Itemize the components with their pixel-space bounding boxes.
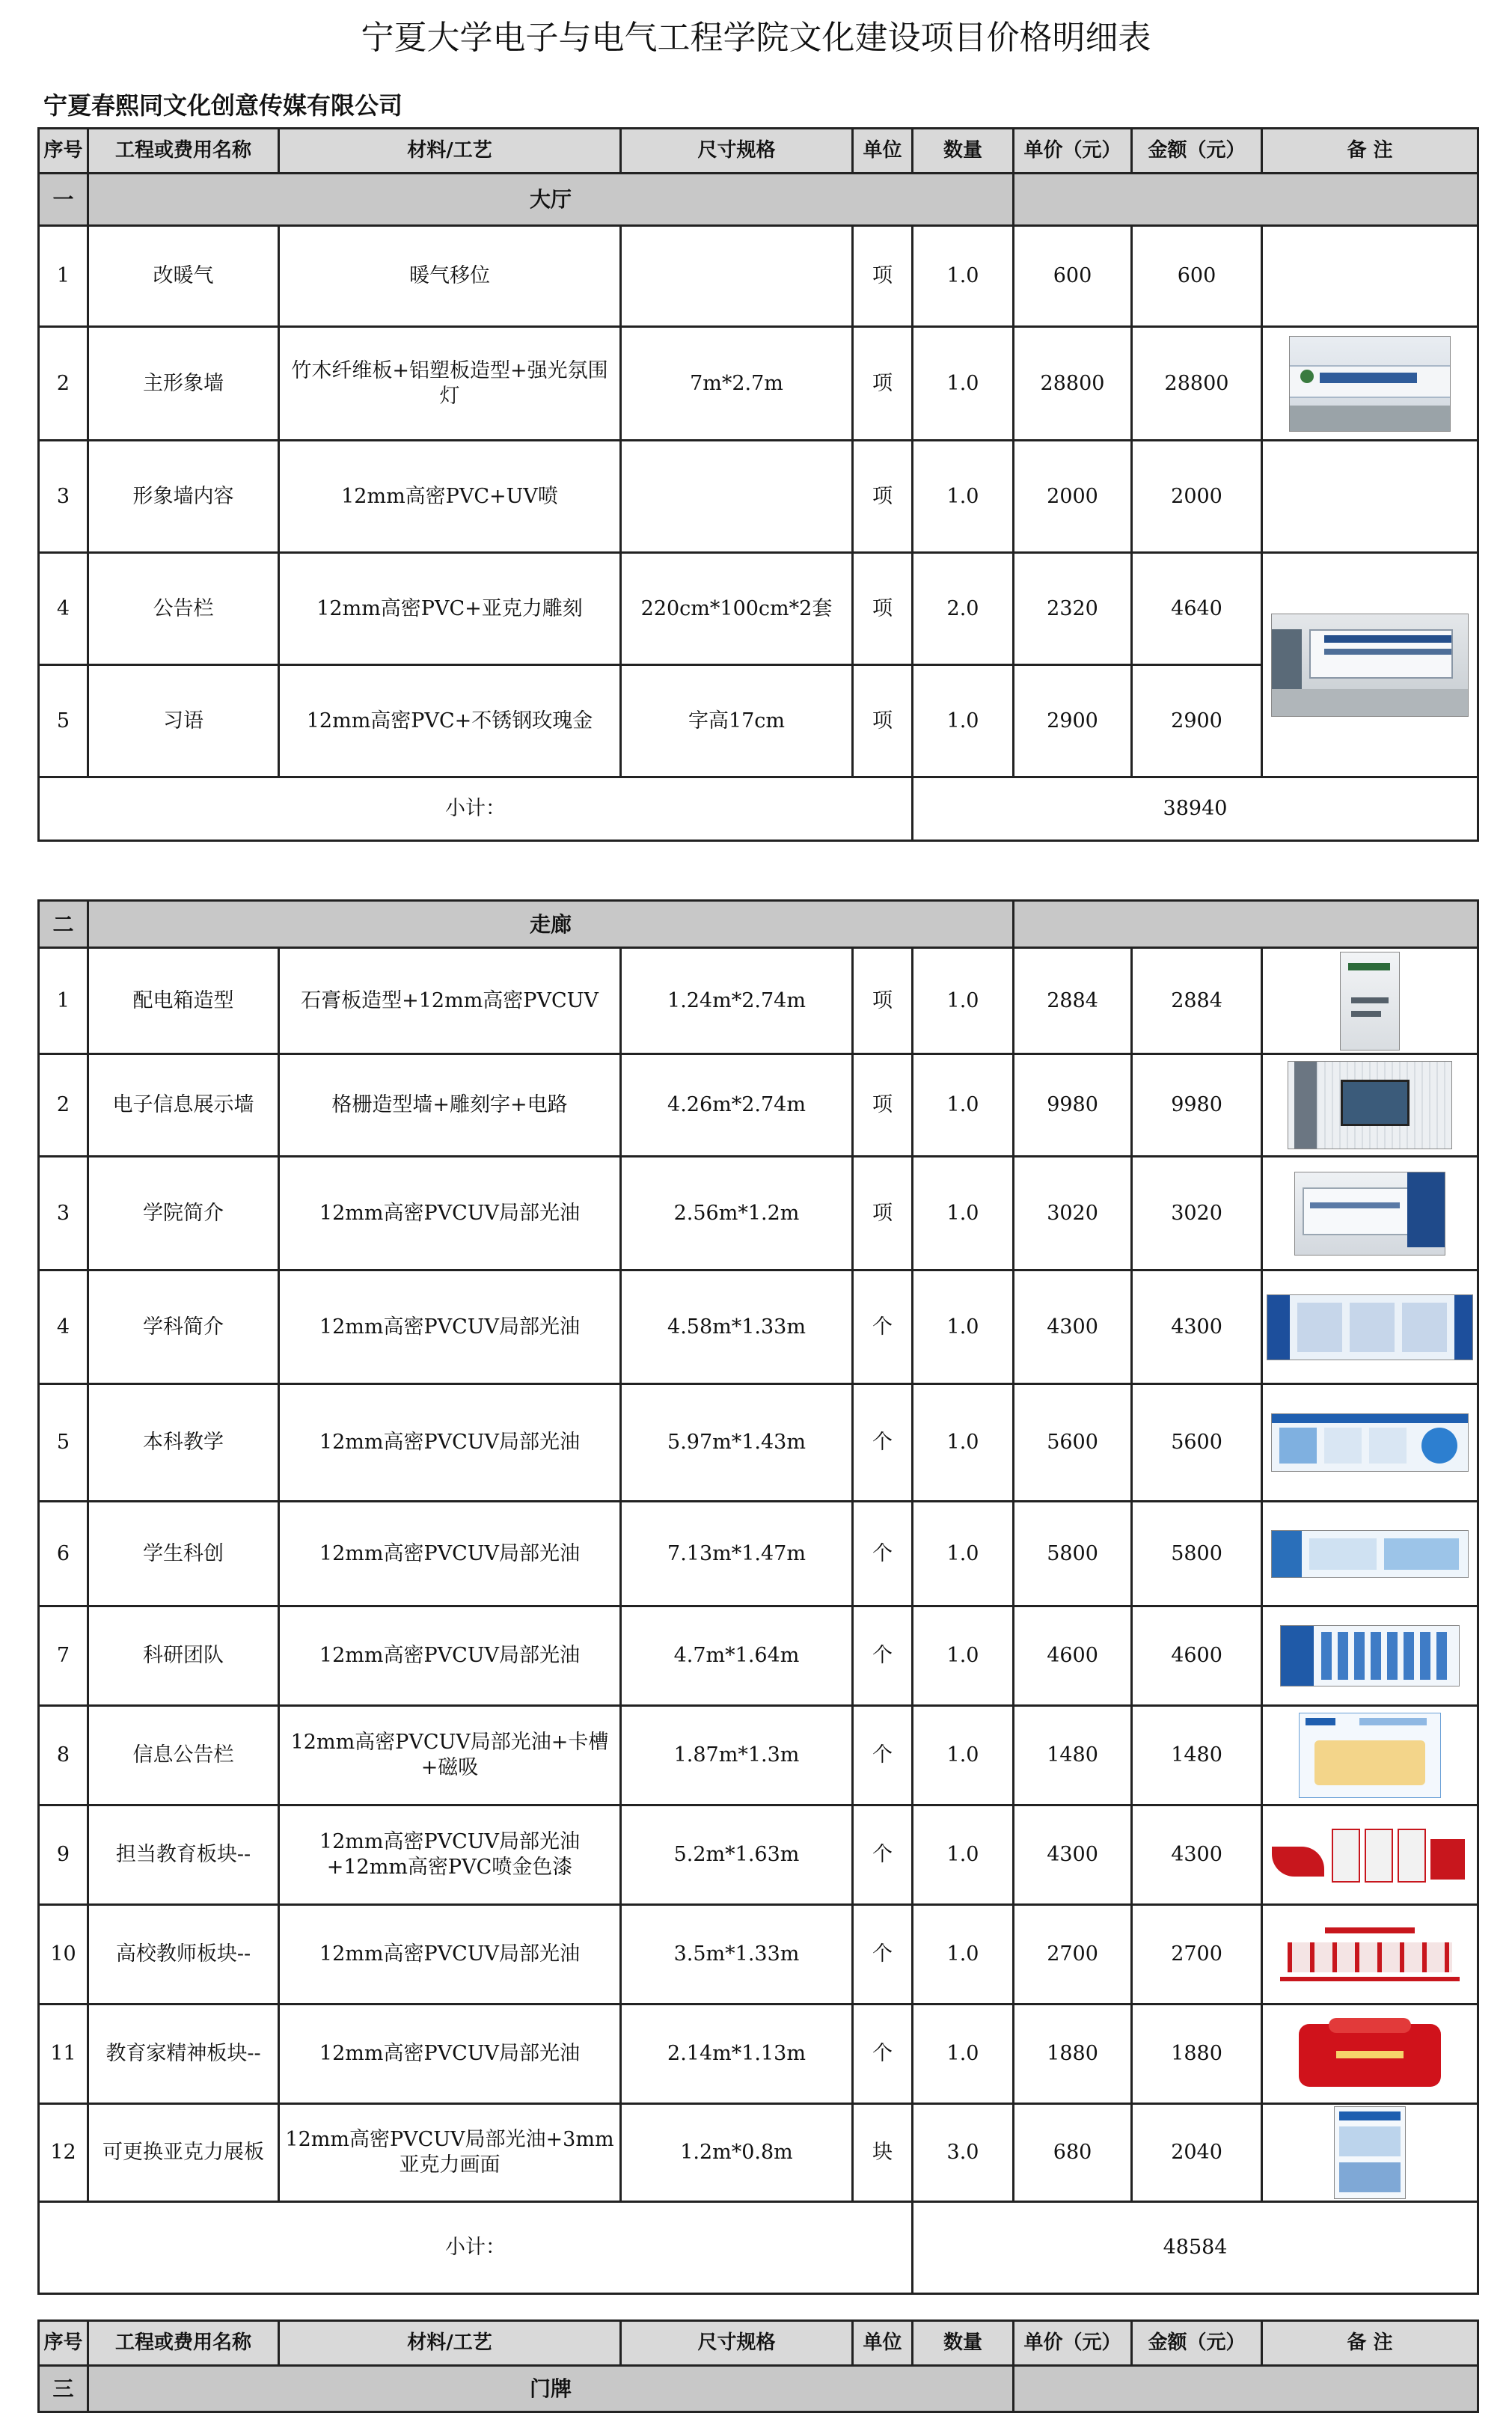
row-amount: 5600 bbox=[1132, 1384, 1262, 1502]
row-no: 1 bbox=[39, 948, 88, 1054]
row-material: 12mm高密PVC+亚克力雕刻 bbox=[279, 553, 621, 665]
row-amount: 4300 bbox=[1132, 1270, 1262, 1384]
row-remark bbox=[1262, 226, 1478, 327]
row-qty: 3.0 bbox=[913, 2104, 1014, 2202]
row-material: 12mm高密PVCUV局部光油+卡槽+磁吸 bbox=[279, 1706, 621, 1805]
row-name: 电子信息展示墙 bbox=[88, 1054, 279, 1157]
table-row bbox=[39, 327, 1478, 441]
row-remark bbox=[1262, 948, 1478, 1054]
header-remark: 备 注 bbox=[1262, 129, 1478, 174]
row-unit: 项 bbox=[853, 665, 913, 777]
row-qty: 1.0 bbox=[913, 1270, 1014, 1384]
row-price: 2884 bbox=[1014, 948, 1132, 1054]
row-size: 字高17cm bbox=[621, 665, 853, 777]
subtotal-row bbox=[39, 777, 1478, 841]
row-unit: 个 bbox=[853, 1706, 913, 1805]
subtotal-value: 48584 bbox=[913, 2202, 1478, 2294]
row-qty: 1.0 bbox=[913, 948, 1014, 1054]
row-remark bbox=[1262, 1502, 1478, 1606]
row-remark bbox=[1262, 441, 1478, 553]
row-name: 科研团队 bbox=[88, 1606, 279, 1706]
table-row bbox=[39, 2004, 1478, 2104]
row-size: 1.24m*2.74m bbox=[621, 948, 853, 1054]
row-unit: 个 bbox=[853, 2004, 913, 2104]
row-remark bbox=[1262, 1606, 1478, 1706]
row-remark bbox=[1262, 553, 1478, 777]
row-size: 7.13m*1.47m bbox=[621, 1502, 853, 1606]
table-row bbox=[39, 1054, 1478, 1157]
row-price: 5600 bbox=[1014, 1384, 1132, 1502]
row-name: 形象墙内容 bbox=[88, 441, 279, 553]
row-name: 信息公告栏 bbox=[88, 1706, 279, 1805]
row-material: 暖气移位 bbox=[279, 226, 621, 327]
price-table-corridor bbox=[37, 899, 1479, 2295]
table-header-row bbox=[39, 129, 1478, 174]
row-qty: 1.0 bbox=[913, 2004, 1014, 2104]
row-size: 4.58m*1.33m bbox=[621, 1270, 853, 1384]
row-name: 教育家精神板块-- bbox=[88, 2004, 279, 2104]
row-price: 4300 bbox=[1014, 1270, 1132, 1384]
row-unit: 个 bbox=[853, 1384, 913, 1502]
responsibility-education-design-thumbnail bbox=[1272, 1824, 1468, 1886]
section-name: 大厅 bbox=[88, 174, 1014, 226]
row-size: 1.2m*0.8m bbox=[621, 2104, 853, 2202]
row-amount: 28800 bbox=[1132, 327, 1262, 441]
section-no: 三 bbox=[39, 2366, 88, 2412]
header-name: 工程或费用名称 bbox=[88, 129, 279, 174]
table-row bbox=[39, 1606, 1478, 1706]
subtotal-row bbox=[39, 2202, 1478, 2294]
row-material: 12mm高密PVCUV局部光油 bbox=[279, 1905, 621, 2004]
row-price: 2700 bbox=[1014, 1905, 1132, 2004]
row-no: 8 bbox=[39, 1706, 88, 1805]
row-amount: 2700 bbox=[1132, 1905, 1262, 2004]
row-unit: 项 bbox=[853, 327, 913, 441]
header-no: 序号 bbox=[39, 2321, 88, 2366]
row-amount: 2000 bbox=[1132, 441, 1262, 553]
row-remark bbox=[1262, 327, 1478, 441]
row-size: 4.7m*1.64m bbox=[621, 1606, 853, 1706]
row-unit: 项 bbox=[853, 226, 913, 327]
price-table-hall bbox=[37, 127, 1479, 842]
row-qty: 1.0 bbox=[913, 441, 1014, 553]
row-unit: 项 bbox=[853, 553, 913, 665]
row-amount: 4300 bbox=[1132, 1805, 1262, 1905]
document-title: 宁夏大学电子与电气工程学院文化建设项目价格明细表 bbox=[361, 19, 1151, 57]
row-unit: 项 bbox=[853, 441, 913, 553]
row-remark bbox=[1262, 1157, 1478, 1270]
row-name: 高校教师板块-- bbox=[88, 1905, 279, 2004]
row-amount: 4640 bbox=[1132, 553, 1262, 665]
section-no: 二 bbox=[39, 901, 88, 948]
header-size: 尺寸规格 bbox=[621, 129, 853, 174]
row-unit: 项 bbox=[853, 948, 913, 1054]
row-material: 12mm高密PVCUV局部光油 bbox=[279, 1157, 621, 1270]
row-price: 28800 bbox=[1014, 327, 1132, 441]
discipline-intro-design-thumbnail bbox=[1267, 1294, 1473, 1360]
header-size: 尺寸规格 bbox=[621, 2321, 853, 2366]
row-name: 本科教学 bbox=[88, 1384, 279, 1502]
row-price: 9980 bbox=[1014, 1054, 1132, 1157]
row-name: 学生科创 bbox=[88, 1502, 279, 1606]
row-name: 主形象墙 bbox=[88, 327, 279, 441]
section-blank bbox=[1014, 2366, 1478, 2412]
row-size bbox=[621, 226, 853, 327]
research-team-design-thumbnail bbox=[1280, 1625, 1460, 1686]
table-row bbox=[39, 1905, 1478, 2004]
table-row bbox=[39, 441, 1478, 553]
display-wall-photo-thumbnail bbox=[1288, 1061, 1452, 1149]
row-unit: 块 bbox=[853, 2104, 913, 2202]
row-name: 担当教育板块-- bbox=[88, 1805, 279, 1905]
header-unit: 单位 bbox=[853, 129, 913, 174]
row-size: 3.5m*1.33m bbox=[621, 1905, 853, 2004]
section-name: 门牌 bbox=[88, 2366, 1014, 2412]
row-remark bbox=[1262, 1706, 1478, 1805]
row-no: 10 bbox=[39, 1905, 88, 2004]
row-price: 680 bbox=[1014, 2104, 1132, 2202]
table-row bbox=[39, 1502, 1478, 1606]
row-size: 5.97m*1.43m bbox=[621, 1384, 853, 1502]
section-row bbox=[39, 901, 1478, 948]
header-price: 单价（元） bbox=[1014, 2321, 1132, 2366]
row-material: 竹木纤维板+铝塑板造型+强光氛围灯 bbox=[279, 327, 621, 441]
row-price: 2320 bbox=[1014, 553, 1132, 665]
header-amount: 金额（元） bbox=[1132, 129, 1262, 174]
row-amount: 4600 bbox=[1132, 1606, 1262, 1706]
row-price: 2000 bbox=[1014, 441, 1132, 553]
table-row bbox=[39, 1706, 1478, 1805]
row-size: 4.26m*2.74m bbox=[621, 1054, 853, 1157]
row-price: 5800 bbox=[1014, 1502, 1132, 1606]
distribution-box-photo-thumbnail bbox=[1340, 952, 1400, 1051]
row-qty: 1.0 bbox=[913, 665, 1014, 777]
section-no: 一 bbox=[39, 174, 88, 226]
row-material: 12mm高密PVCUV局部光油 bbox=[279, 1502, 621, 1606]
company-name: 宁夏春熙同文化创意传媒有限公司 bbox=[43, 91, 403, 120]
row-unit: 项 bbox=[853, 1157, 913, 1270]
row-amount: 3020 bbox=[1132, 1157, 1262, 1270]
row-name: 可更换亚克力展板 bbox=[88, 2104, 279, 2202]
table-header-row bbox=[39, 2321, 1478, 2366]
row-material: 12mm高密PVCUV局部光油+12mm高密PVC喷金色漆 bbox=[279, 1805, 621, 1905]
price-table-doorplate bbox=[37, 2319, 1479, 2413]
row-remark bbox=[1262, 1054, 1478, 1157]
row-price: 2900 bbox=[1014, 665, 1132, 777]
table-row bbox=[39, 948, 1478, 1054]
row-name: 学科简介 bbox=[88, 1270, 279, 1384]
subtotal-label: 小计： bbox=[39, 2202, 913, 2294]
student-innovation-design-thumbnail bbox=[1271, 1530, 1469, 1578]
row-material: 12mm高密PVCUV局部光油+3mm亚克力画面 bbox=[279, 2104, 621, 2202]
row-unit: 个 bbox=[853, 1805, 913, 1905]
table-row bbox=[39, 1805, 1478, 1905]
row-no: 12 bbox=[39, 2104, 88, 2202]
row-amount: 2040 bbox=[1132, 2104, 1262, 2202]
row-remark bbox=[1262, 1905, 1478, 2004]
row-no: 2 bbox=[39, 327, 88, 441]
header-no: 序号 bbox=[39, 129, 88, 174]
row-amount: 1480 bbox=[1132, 1706, 1262, 1805]
row-price: 3020 bbox=[1014, 1157, 1132, 1270]
row-price: 4600 bbox=[1014, 1606, 1132, 1706]
row-name: 改暖气 bbox=[88, 226, 279, 327]
row-material: 12mm高密PVCUV局部光油 bbox=[279, 2004, 621, 2104]
row-no: 7 bbox=[39, 1606, 88, 1706]
row-remark bbox=[1262, 2004, 1478, 2104]
row-unit: 个 bbox=[853, 1270, 913, 1384]
row-remark bbox=[1262, 1270, 1478, 1384]
row-name: 习语 bbox=[88, 665, 279, 777]
acrylic-board-design-thumbnail bbox=[1334, 2106, 1406, 2199]
row-material: 12mm高密PVCUV局部光油 bbox=[279, 1270, 621, 1384]
row-material: 12mm高密PVC+不锈钢玫瑰金 bbox=[279, 665, 621, 777]
row-name: 公告栏 bbox=[88, 553, 279, 665]
header-qty: 数量 bbox=[913, 129, 1014, 174]
header-name: 工程或费用名称 bbox=[88, 2321, 279, 2366]
section-row bbox=[39, 174, 1478, 226]
row-price: 1480 bbox=[1014, 1706, 1132, 1805]
header-qty: 数量 bbox=[913, 2321, 1014, 2366]
table-row bbox=[39, 1384, 1478, 1502]
row-material: 12mm高密PVCUV局部光油 bbox=[279, 1384, 621, 1502]
row-price: 600 bbox=[1014, 226, 1132, 327]
table-row bbox=[39, 1157, 1478, 1270]
row-qty: 1.0 bbox=[913, 1054, 1014, 1157]
teacher-section-design-thumbnail bbox=[1280, 1924, 1460, 1984]
row-size bbox=[621, 441, 853, 553]
row-price: 1880 bbox=[1014, 2004, 1132, 2104]
row-size: 7m*2.7m bbox=[621, 327, 853, 441]
table-row bbox=[39, 553, 1478, 665]
row-qty: 2.0 bbox=[913, 553, 1014, 665]
info-board-design-thumbnail bbox=[1299, 1713, 1441, 1798]
row-size: 2.56m*1.2m bbox=[621, 1157, 853, 1270]
row-no: 6 bbox=[39, 1502, 88, 1606]
row-unit: 个 bbox=[853, 1502, 913, 1606]
header-amount: 金额（元） bbox=[1132, 2321, 1262, 2366]
image-wall-photo-thumbnail bbox=[1289, 336, 1451, 432]
subtotal-label: 小计： bbox=[39, 777, 913, 841]
row-amount: 1880 bbox=[1132, 2004, 1262, 2104]
row-size: 5.2m*1.63m bbox=[621, 1805, 853, 1905]
row-size: 1.87m*1.3m bbox=[621, 1706, 853, 1805]
row-no: 1 bbox=[39, 226, 88, 327]
row-no: 5 bbox=[39, 665, 88, 777]
row-no: 2 bbox=[39, 1054, 88, 1157]
row-no: 9 bbox=[39, 1805, 88, 1905]
section-blank bbox=[1014, 174, 1478, 226]
row-unit: 项 bbox=[853, 1054, 913, 1157]
subtotal-value: 38940 bbox=[913, 777, 1478, 841]
row-qty: 1.0 bbox=[913, 327, 1014, 441]
row-amount: 2900 bbox=[1132, 665, 1262, 777]
row-no: 4 bbox=[39, 1270, 88, 1384]
row-name: 学院简介 bbox=[88, 1157, 279, 1270]
row-remark bbox=[1262, 1384, 1478, 1502]
row-name: 配电箱造型 bbox=[88, 948, 279, 1054]
header-price: 单价（元） bbox=[1014, 129, 1132, 174]
row-remark bbox=[1262, 2104, 1478, 2202]
row-size: 2.14m*1.13m bbox=[621, 2004, 853, 2104]
row-material: 12mm高密PVC+UV喷 bbox=[279, 441, 621, 553]
header-remark: 备 注 bbox=[1262, 2321, 1478, 2366]
row-size: 220cm*100cm*2套 bbox=[621, 553, 853, 665]
row-amount: 2884 bbox=[1132, 948, 1262, 1054]
undergrad-teaching-design-thumbnail bbox=[1271, 1413, 1469, 1472]
row-amount: 600 bbox=[1132, 226, 1262, 327]
header-material: 材料/工艺 bbox=[279, 129, 621, 174]
bulletin-board-photo-thumbnail bbox=[1271, 614, 1469, 717]
row-unit: 个 bbox=[853, 1905, 913, 2004]
row-price: 4300 bbox=[1014, 1805, 1132, 1905]
row-amount: 5800 bbox=[1132, 1502, 1262, 1606]
row-qty: 1.0 bbox=[913, 226, 1014, 327]
row-unit: 个 bbox=[853, 1606, 913, 1706]
section-blank bbox=[1014, 901, 1478, 948]
row-no: 11 bbox=[39, 2004, 88, 2104]
row-qty: 1.0 bbox=[913, 1805, 1014, 1905]
section-name: 走廊 bbox=[88, 901, 1014, 948]
row-material: 石膏板造型+12mm高密PVCUV bbox=[279, 948, 621, 1054]
section-row bbox=[39, 2366, 1478, 2412]
table-row bbox=[39, 2104, 1478, 2202]
row-qty: 1.0 bbox=[913, 1706, 1014, 1805]
table-row bbox=[39, 1270, 1478, 1384]
row-qty: 1.0 bbox=[913, 1157, 1014, 1270]
row-no: 4 bbox=[39, 553, 88, 665]
row-no: 5 bbox=[39, 1384, 88, 1502]
row-amount: 9980 bbox=[1132, 1054, 1262, 1157]
educator-spirit-design-thumbnail bbox=[1299, 2013, 1441, 2094]
header-unit: 单位 bbox=[853, 2321, 913, 2366]
row-qty: 1.0 bbox=[913, 1606, 1014, 1706]
row-qty: 1.0 bbox=[913, 1384, 1014, 1502]
header-material: 材料/工艺 bbox=[279, 2321, 621, 2366]
table-row bbox=[39, 226, 1478, 327]
row-qty: 1.0 bbox=[913, 1905, 1014, 2004]
row-no: 3 bbox=[39, 441, 88, 553]
row-material: 格栅造型墙+雕刻字+电路 bbox=[279, 1054, 621, 1157]
row-no: 3 bbox=[39, 1157, 88, 1270]
row-remark bbox=[1262, 1805, 1478, 1905]
row-material: 12mm高密PVCUV局部光油 bbox=[279, 1606, 621, 1706]
row-qty: 1.0 bbox=[913, 1502, 1014, 1606]
college-intro-photo-thumbnail bbox=[1294, 1172, 1445, 1256]
